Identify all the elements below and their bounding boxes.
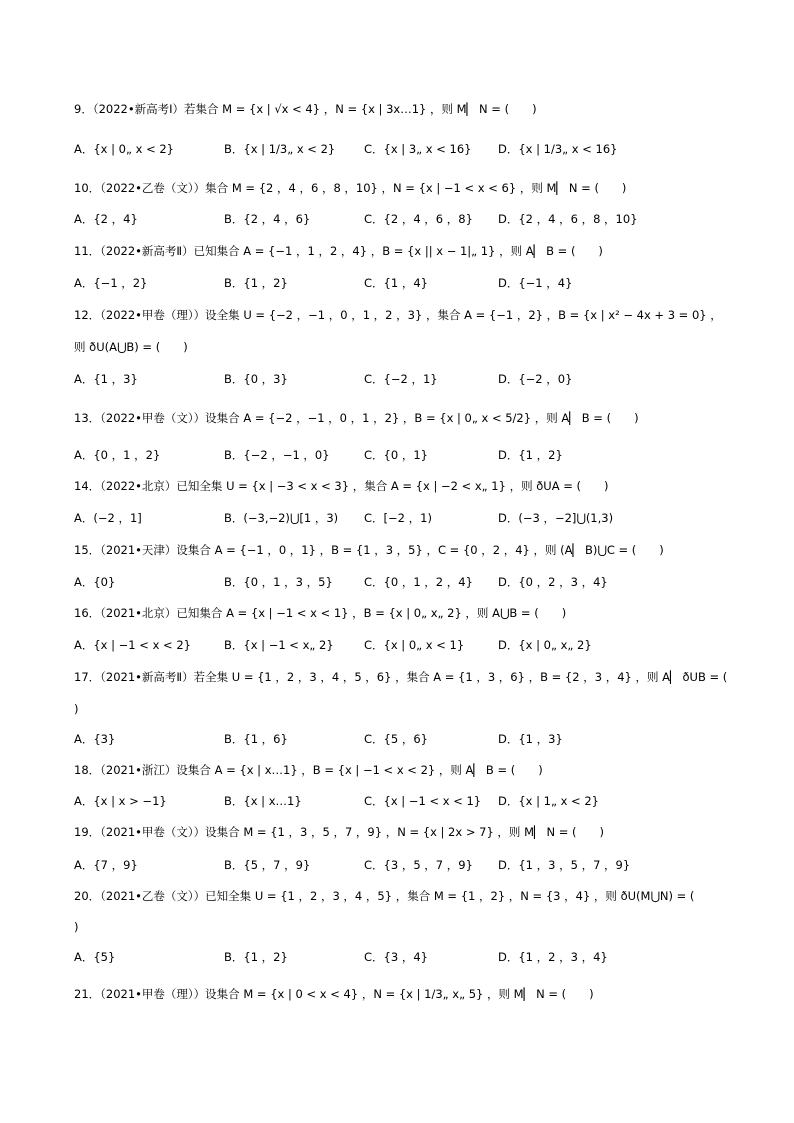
question-17-options <box>74 731 734 747</box>
question-13-stem: 13．（2022•甲卷（文））设集合 A = {−2 ，−1 ，0 ，1 ，2} ，B = {x | 0„ x < 5/2} ，则 A▏ B = ( ) <box>74 411 639 425</box>
option-d: D．{1 ，2 ，3 ，4} <box>498 950 608 964</box>
option-c: C．{0 ，1 ，2 ，4} <box>364 575 473 589</box>
option-b: B．{x | 1/3„ x < 2} <box>224 142 336 156</box>
option-b: B．{x | −1 < x„ 2} <box>224 638 334 652</box>
option-c: C．{3 ，5 ，7 ，9} <box>364 858 473 872</box>
question-16-stem: 16．（2021•北京）已知集合 A = {x | −1 < x < 1} ，B = {x | 0„ x„ 2} ，则 A⋃B = ( ) <box>74 606 567 620</box>
option-b: B．{1 ，6} <box>224 732 288 746</box>
option-a: A．{0 ，1 ，2} <box>74 448 161 462</box>
option-a: A．{1 ，3} <box>74 372 138 386</box>
option-c: C．{5 ，6} <box>364 732 428 746</box>
question-9-options <box>74 141 734 157</box>
question-12-stem: 12．（2022•甲卷（理））设全集 U = {−2 ，−1 ，0 ，1 ，2 ，3} ，集合 A = {−1 ，2} ，B = {x | x² − 4x + 3 = 0} ， <box>74 308 722 322</box>
option-d: D．{x | 1„ x < 2} <box>498 794 599 808</box>
option-b: B．{2 ，4 ，6} <box>224 212 311 226</box>
option-a: A．{3} <box>74 732 116 746</box>
question-19-options <box>74 857 734 873</box>
question-15-stem: 15．（2021•天津）设集合 A = {−1 ，0 ，1} ，B = {1 ，3 ，5} ，C = {0 ，2 ，4} ，则 (A▏ B)⋃C = ( ) <box>74 543 664 557</box>
question-20-stem-cont: ) <box>74 920 79 934</box>
question-13-options <box>74 447 734 463</box>
option-d: D．{−1 ，4} <box>498 276 573 290</box>
option-b: B．{1 ，2} <box>224 276 288 290</box>
question-10-stem: 10．（2022•乙卷（文））集合 M = {2 ，4 ，6 ，8 ，10} ，N = {x | −1 < x < 6} ，则 M▏ N = ( ) <box>74 181 627 195</box>
option-d: D．{2 ，4 ，6 ，8 ，10} <box>498 212 638 226</box>
question-17-stem-cont: ) <box>74 702 79 716</box>
option-d: D．{x | 0„ x„ 2} <box>498 638 592 652</box>
question-9-stem: 9．（2022•新高考Ⅰ）若集合 M = {x | √x < 4} ，N = {x | 3x…1} ，则 M▏ N = ( ) <box>74 102 537 116</box>
option-b: B．{1 ，2} <box>224 950 288 964</box>
option-b: B．{5 ，7 ，9} <box>224 858 311 872</box>
question-18-stem: 18．（2021•浙江）设集合 A = {x | x…1} ，B = {x | −1 < x < 2} ，则 A▏ B = ( ) <box>74 763 543 777</box>
option-a: A．{2 ，4} <box>74 212 138 226</box>
option-d: D．{0 ，2 ，3 ，4} <box>498 575 608 589</box>
option-a: A．{x | −1 < x < 2} <box>74 638 191 652</box>
question-14-options <box>74 510 734 526</box>
option-d: D．(−3 ，−2]⋃(1,3) <box>498 511 614 525</box>
question-12-options <box>74 371 734 387</box>
option-b: B．{x | x…1} <box>224 794 302 808</box>
option-c: C．{3 ，4} <box>364 950 428 964</box>
question-18-options <box>74 793 734 809</box>
question-19-stem: 19．（2021•甲卷（文））设集合 M = {1 ，3 ，5 ，7 ，9} ，N = {x | 2x > 7} ，则 M▏ N = ( ) <box>74 825 605 839</box>
option-a: A．(−2 ，1] <box>74 511 142 525</box>
option-d: D．{1 ，3} <box>498 732 563 746</box>
option-c: C．{0 ，1} <box>364 448 428 462</box>
option-b: B．{0 ，3} <box>224 372 288 386</box>
option-c: C．[−2 ，1) <box>364 511 432 525</box>
option-c: C．{x | −1 < x < 1} <box>364 794 482 808</box>
option-c: C．{x | 0„ x < 1} <box>364 638 465 652</box>
option-a: A．{7 ，9} <box>74 858 138 872</box>
option-a: A．{5} <box>74 950 116 964</box>
option-d: D．{−2 ，0} <box>498 372 573 386</box>
option-a: A．{0} <box>74 575 116 589</box>
question-16-options <box>74 637 734 653</box>
question-21-stem: 21．（2021•甲卷（理））设集合 M = {x | 0 < x < 4} ，N = {x | 1/3„ x„ 5} ，则 M▏ N = ( ) <box>74 987 594 1001</box>
option-d: D．{1 ，2} <box>498 448 563 462</box>
question-12-stem-cont: 则 ðU(A⋃B) = ( ) <box>74 340 188 354</box>
question-20-options <box>74 949 734 965</box>
option-b: B．{−2 ，−1 ，0} <box>224 448 330 462</box>
option-d: D．{x | 1/3„ x < 16} <box>498 142 618 156</box>
option-b: B．{0 ，1 ，3 ，5} <box>224 575 333 589</box>
question-15-options <box>74 574 734 590</box>
question-11-stem: 11．（2022•新高考Ⅱ）已知集合 A = {−1 ，1 ，2 ，4} ，B = {x || x − 1|„ 1} ，则 A▏ B = ( ) <box>74 244 603 258</box>
option-b: B．(−3,−2)⋃[1 ，3) <box>224 511 339 525</box>
question-10-options <box>74 211 734 227</box>
option-c: C．{−2 ，1} <box>364 372 438 386</box>
question-17-stem: 17．（2021•新高考Ⅱ）若全集 U = {1 ，2 ，3 ，4 ，5 ，6} ，集合 A = {1 ，3 ，6} ，B = {2 ，3 ，4} ，则 A▏ ðUB = ( <box>74 670 728 684</box>
question-20-stem: 20．（2021•乙卷（文））已知全集 U = {1 ，2 ，3 ，4 ，5} ，集合 M = {1 ，2} ，N = {3 ，4} ，则 ðU(M⋃N) = ( <box>74 889 695 903</box>
option-d: D．{1 ，3 ，5 ，7 ，9} <box>498 858 631 872</box>
question-11-options <box>74 275 734 291</box>
option-a: A．{−1 ，2} <box>74 276 148 290</box>
option-a: A．{x | 0„ x < 2} <box>74 142 174 156</box>
question-14-stem: 14．（2022•北京）已知全集 U = {x | −3 < x < 3} ，集合 A = {x | −2 < x„ 1} ，则 ðUA = ( ) <box>74 479 609 493</box>
option-c: C．{x | 3„ x < 16} <box>364 142 472 156</box>
option-a: A．{x | x > −1} <box>74 794 167 808</box>
option-c: C．{2 ，4 ，6 ，8} <box>364 212 473 226</box>
option-c: C．{1 ，4} <box>364 276 428 290</box>
